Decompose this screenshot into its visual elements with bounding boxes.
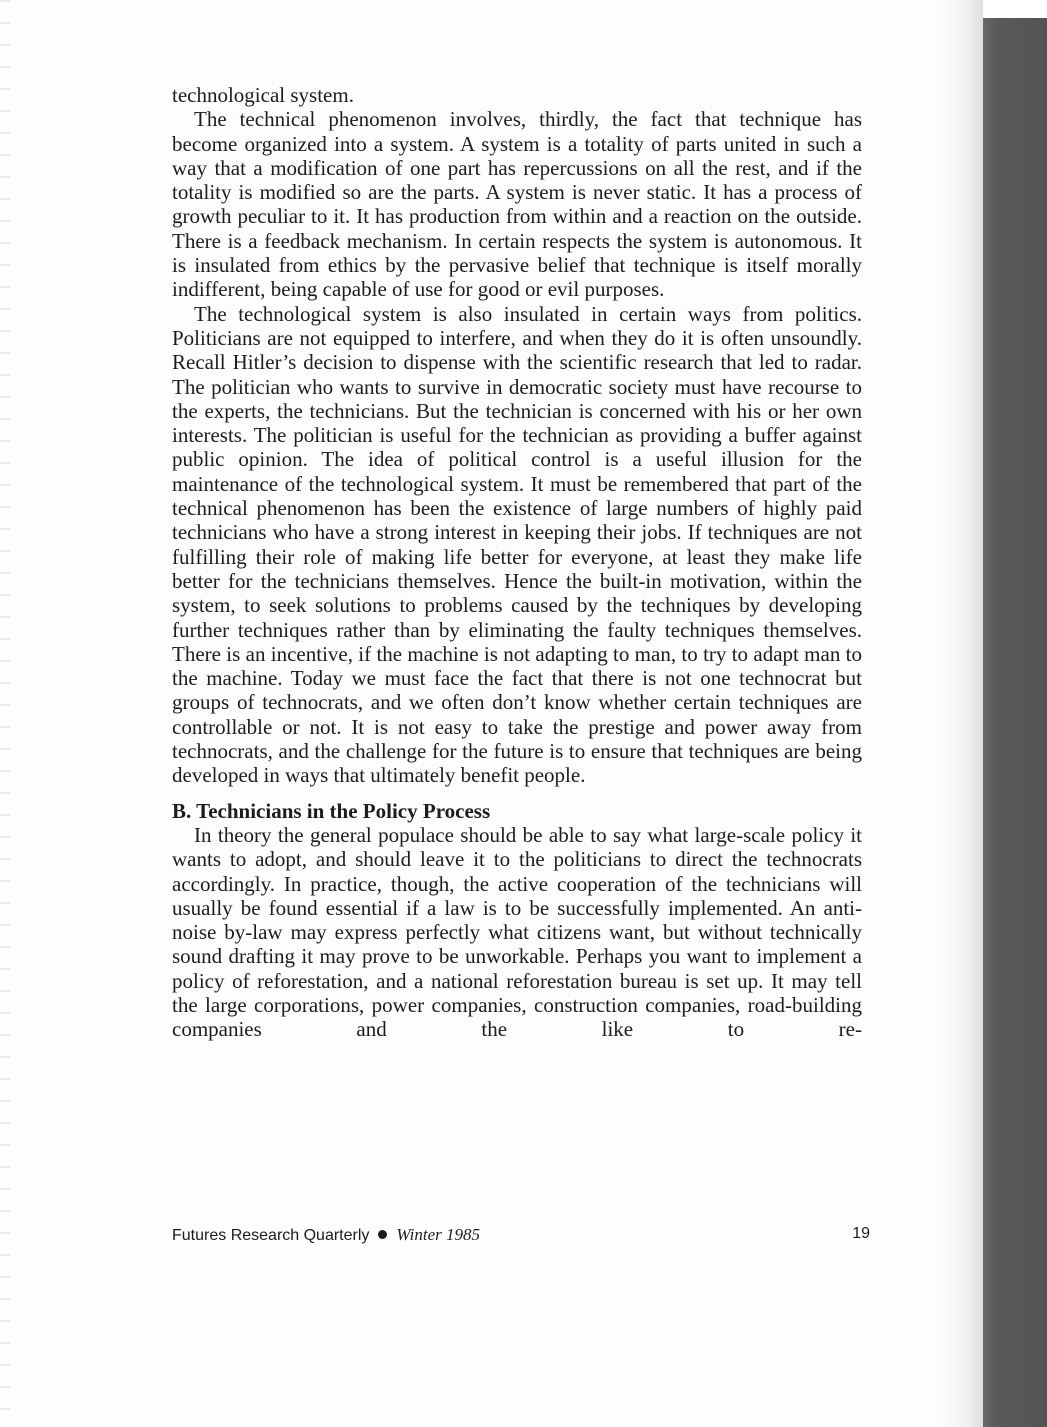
article-body bbox=[172, 83, 862, 1042]
page-edge-fade bbox=[940, 0, 984, 1427]
paragraph-system: The technical phenomenon involves, thirdly, the fact that technique has become organized into a system. A system is a totality of parts united in such a way that a modification of one part has repercussions on all the rest, and if the totality is modified so are the parts. A system is never static. It has a process of growth peculiar to it. It has production from within and a reaction on the outside. There is a feedback mechanism. In certain respects the system is autonomous. It is insulated from ethics by the pervasive belief that technique is itself morally indifferent, being capable of use for good or evil purposes. bbox=[172, 107, 862, 302]
paragraph-politics: The technological system is also insulated in certain ways from politics. Politicians are not equipped to interfere, and when they do it is often unsoundly. Recall Hitler’s decision to dispense with the scientific research that led to radar. The politician who wants to survive in democratic society must have recourse to the experts, the technicians. But the technician is concerned with his or her own interests. The politician is useful for the technician as providing a buffer against public opinion. The idea of political control is a useful illusion for the maintenance of the technological system. It must be remembered that part of the technical phenomenon has been the existence of large numbers of highly paid technicians who have a strong interest in keeping their jobs. If techniques are not fulfilling their role of making life better for everyone, at least they make life better for the technicians themselves. Hence the built-in motivation, within the system, to seek solutions to problems caused by the techniques by developing further techniques rather than by eliminating the faulty techniques themselves. There is an incentive, if the machine is not adapting to man, to try to adapt man to the machine. Today we must face the fact that there is not one technocrat but groups of technocrats, and we often don’t know whether certain techniques are controllable or not. It is not easy to take the prestige and power away from technocrats, and the challenge for the future is to ensure that techniques are being developed in ways that ultimately benefit people. bbox=[172, 301, 862, 788]
page-number: 19 bbox=[852, 1225, 870, 1242]
page-footer bbox=[172, 1225, 872, 1249]
paragraph-policy-process: In theory the general populace should be able to say what large-scale policy it wants to adopt, and should leave it to the politicians to direct the technocrats accordingly. In practice, though, the active cooperation of the technicians will usually be found essential if a law is to be successfully implemented. An anti-noise by-law may express perfectly what citizens want, but without technically sound drafting it may prove to be unworkable. Perhaps you want to implement a policy of reforestation, and a national reforestation bureau is set up. It may tell the large corporations, power companies, construction companies, road-building companies and the like to re- bbox=[172, 822, 862, 1042]
footer-journal-line bbox=[172, 1225, 480, 1245]
scanner-edge-top bbox=[983, 0, 1047, 18]
issue-date: Winter 1985 bbox=[396, 1225, 480, 1244]
continuation-line: technological system. bbox=[172, 83, 354, 107]
binding-marks bbox=[0, 0, 10, 1427]
scanner-edge-shadow bbox=[983, 0, 1047, 1427]
bullet-dot-icon bbox=[378, 1230, 387, 1239]
section-heading: B. Technicians in the Policy Process bbox=[172, 798, 491, 823]
journal-title: Futures Research Quarterly bbox=[172, 1227, 370, 1244]
